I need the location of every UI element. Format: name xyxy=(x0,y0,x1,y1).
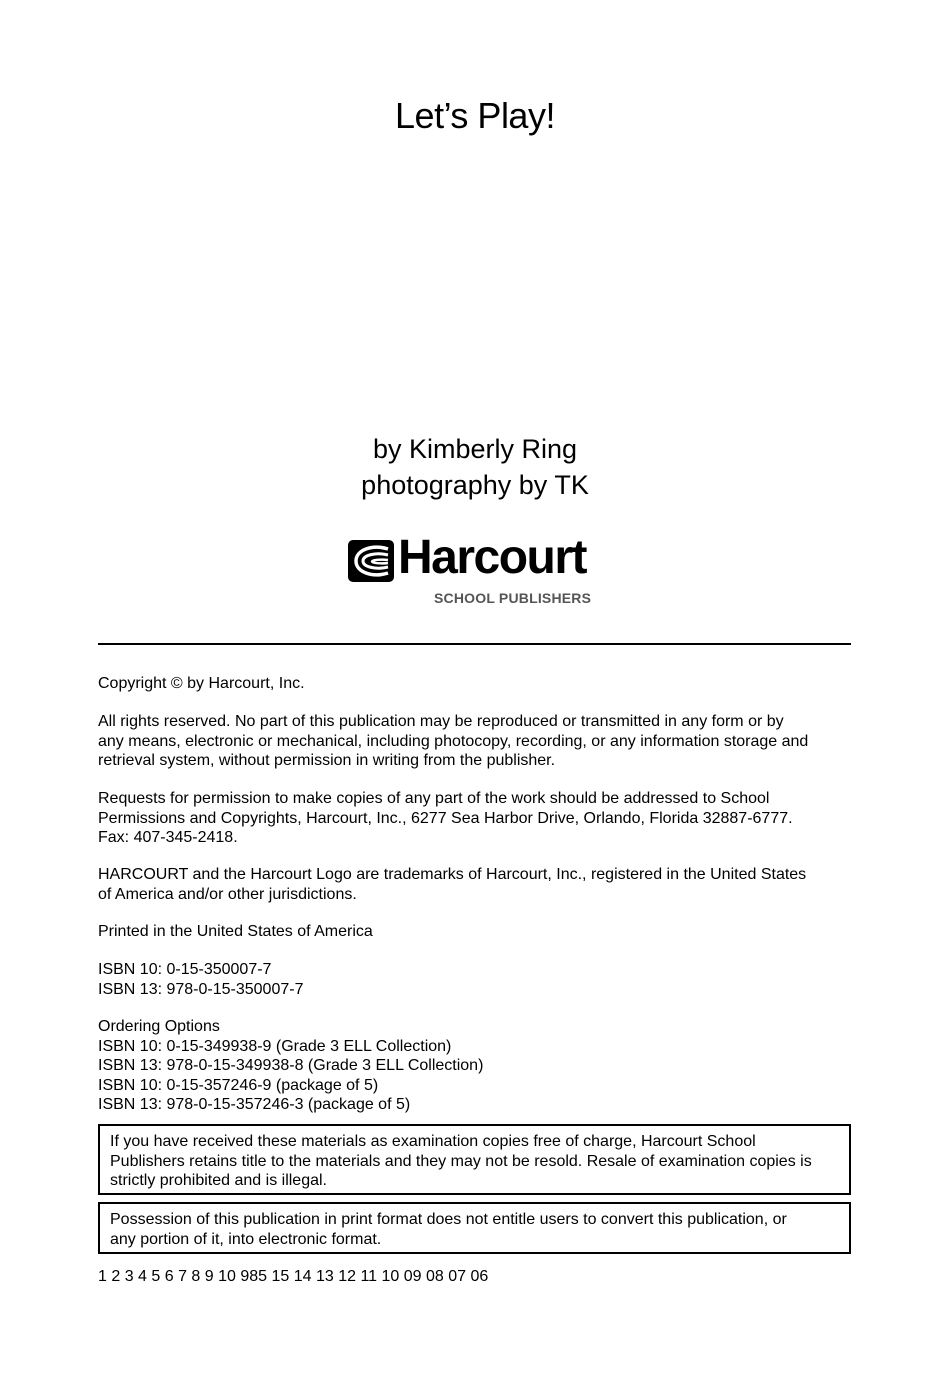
isbn-10: ISBN 10: 0-15-350007-7 xyxy=(98,961,272,978)
copyright-notice: Copyright © by Harcourt, Inc. xyxy=(98,675,305,692)
trademark-line: of America and/or other jurisdictions. xyxy=(98,885,357,903)
printed-in: Printed in the United States of America xyxy=(98,923,373,940)
divider xyxy=(98,643,851,645)
ordering-line: ISBN 13: 978-0-15-349938-8 (Grade 3 ELL Collection) xyxy=(98,1057,484,1074)
rights-line: retrieval system, without permission in writing from the publisher. xyxy=(98,752,556,769)
ordering-line: ISBN 10: 0-15-357246-9 (package of 5) xyxy=(98,1076,379,1094)
ordering-line: ISBN 13: 978-0-15-357246-3 (package of 5) xyxy=(98,1096,411,1113)
permissions-line: Requests for permission to make copies of any part of the work should be addressed to School xyxy=(98,790,770,807)
permissions-line: Fax: 407-345-2418. xyxy=(98,829,238,846)
trademark-paragraph xyxy=(98,865,851,904)
electronic-format-notice xyxy=(98,1202,851,1254)
permissions-paragraph xyxy=(98,789,851,848)
photography-line: photography by TK xyxy=(361,470,589,500)
rights-paragraph xyxy=(98,712,851,771)
rights-line: All rights reserved. No part of this publication may be reproduced or transmitted in any form or by xyxy=(98,713,784,730)
permissions-line: Permissions and Copyrights, Harcourt, Inc., 6277 Sea Harbor Drive, Orlando, Florida 32887-6777. xyxy=(98,809,793,827)
notice-line: Possession of this publication in print format does not entitle users to convert this publication, or xyxy=(110,1211,787,1228)
credits xyxy=(0,431,950,503)
book-title: Let’s Play! xyxy=(395,95,555,136)
isbn-13: ISBN 13: 978-0-15-350007-7 xyxy=(98,980,304,998)
harcourt-swoosh-icon xyxy=(348,540,394,582)
publisher-division: SCHOOL PUBLISHERS xyxy=(434,590,592,606)
ordering-heading: Ordering Options xyxy=(98,1018,220,1035)
notice-line: strictly prohibited and is illegal. xyxy=(110,1172,327,1189)
examination-copies-notice xyxy=(98,1124,851,1195)
ordering-options xyxy=(98,1017,851,1115)
printing-number-line: 1 2 3 4 5 6 7 8 9 10 985 15 14 13 12 11 10 09 08 07 06 xyxy=(98,1268,489,1285)
notice-line: If you have received these materials as examination copies free of charge, Harcourt School xyxy=(110,1133,756,1150)
notice-line: any portion of it, into electronic format. xyxy=(110,1230,382,1248)
notice-line: Publishers retains title to the materials and they may not be resold. Resale of examination copies is xyxy=(110,1152,812,1170)
trademark-line: HARCOURT and the Harcourt Logo are trademarks of Harcourt, Inc., registered in the United States xyxy=(98,866,807,883)
ordering-line: ISBN 10: 0-15-349938-9 (Grade 3 ELL Collection) xyxy=(98,1037,452,1055)
isbn-block xyxy=(98,960,851,999)
publisher-name: Harcourt xyxy=(398,531,587,584)
author-line: by Kimberly Ring xyxy=(372,434,578,464)
publisher-logo xyxy=(348,531,608,608)
rights-line: any means, electronic or mechanical, including photocopy, recording, or any information storage and xyxy=(98,732,809,750)
